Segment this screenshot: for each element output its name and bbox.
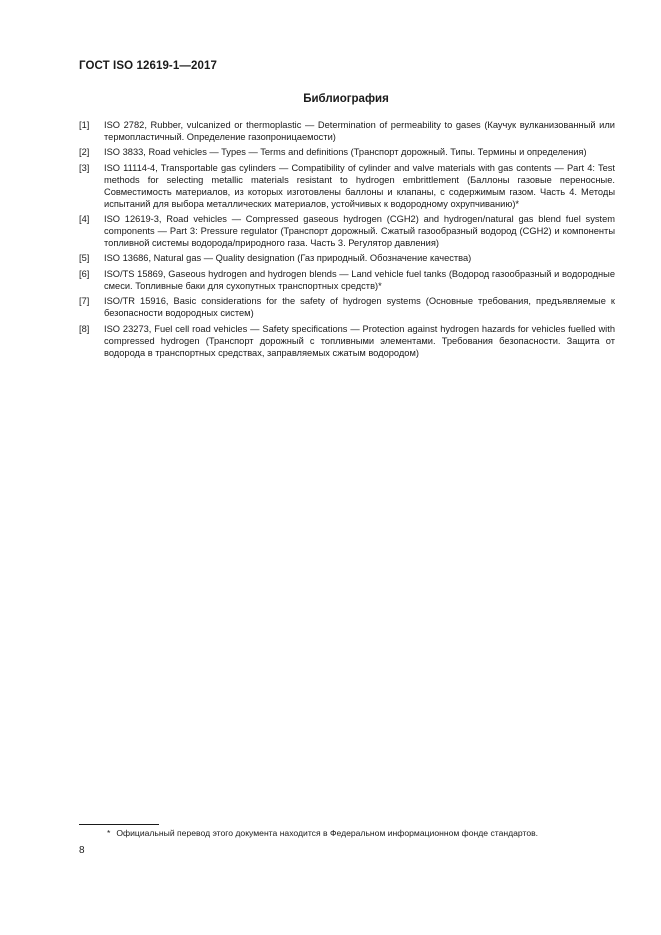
bibliography-entry-7: [79, 296, 615, 320]
entry-number: [5]: [79, 253, 90, 264]
bibliography-entry-5: [79, 253, 615, 265]
footnote: [107, 828, 538, 839]
entry-text: ISO 2782, Rubber, vulcanized or thermoplastic — Determination of permeability to gases (Каучук вулканизованный или термопластичный. Определение газопроницаемости): [104, 120, 615, 142]
bibliography-entry-2: [79, 147, 615, 159]
entry-number: [7]: [79, 296, 90, 307]
bibliography-entry-6: [79, 269, 615, 293]
bibliography-title: Библиография: [303, 93, 389, 105]
entry-text: ISO/TS 15869, Gaseous hydrogen and hydrogen blends — Land vehicle fuel tanks (Водород газообразный и водородные смеси. Топливные баки для сухопутных транспортных средств)*: [104, 268, 615, 291]
entry-number: [3]: [79, 162, 90, 173]
footnote-divider: [79, 824, 159, 825]
entry-text: ISO 13686, Natural gas — Quality designation (Газ природный. Обозначение качества): [104, 253, 472, 264]
bibliography-entry-3: [79, 163, 615, 211]
page-number: 8: [79, 845, 85, 856]
entry-text: ISO 11114-4, Transportable gas cylinders — Compatibility of cylinder and valve materials with gas contents — Part 4: Test methods for selecting metallic materials resistant to hydrogen embrittlement (Баллоны газовые переносные. Совместимость материалов, из которых изготовлены баллоны и клапаны, с содержимым газом. Часть 4. Методы испытаний для выбора металлических материалов, устойчивых к водородному охрупчиванию)*: [104, 162, 615, 209]
entry-text: ISO/TR 15916, Basic considerations for the safety of hydrogen systems (Основные требования, предъявляемые к безопасности водородных систем): [104, 296, 615, 319]
bibliography-entry-4: [79, 214, 615, 250]
bibliography-list: [79, 120, 615, 363]
entry-text: ISO 12619-3, Road vehicles — Compressed gaseous hydrogen (CGH2) and hydrogen/natural gas blend fuel system components — Part 3: Pressure regulator (Транспорт дорожный. Сжатый газообразный водород (CGH2) и компоненты топливной системы водорода/природного газа. Часть 3. Регулятор давления): [104, 214, 615, 248]
entry-text: ISO 23273, Fuel cell road vehicles — Safety specifications — Protection against hydrogen hazards for vehicles fuelled with compressed hydrogen (Транспорт дорожный с топливными элементами. Требования безопасности. Защита от водорода в транспортных средствах, заправляемых сжатым водородом): [104, 323, 615, 358]
entry-text: ISO 3833, Road vehicles — Types — Terms and definitions (Транспорт дорожный. Типы. Термины и определения): [104, 147, 587, 158]
document-header: ГОСТ ISO 12619-1—2017: [79, 60, 217, 72]
bibliography-entry-1: [79, 120, 615, 144]
entry-number: [4]: [79, 214, 90, 225]
entry-number: [1]: [79, 120, 90, 130]
footnote-mark: *: [107, 828, 111, 838]
footnote-text: Официальный перевод этого документа находится в Федеральном информационном фонде стандартов.: [116, 828, 539, 838]
entry-number: [8]: [79, 323, 90, 334]
entry-number: [6]: [79, 268, 90, 279]
entry-number: [2]: [79, 147, 90, 158]
bibliography-entry-8: [79, 324, 615, 360]
